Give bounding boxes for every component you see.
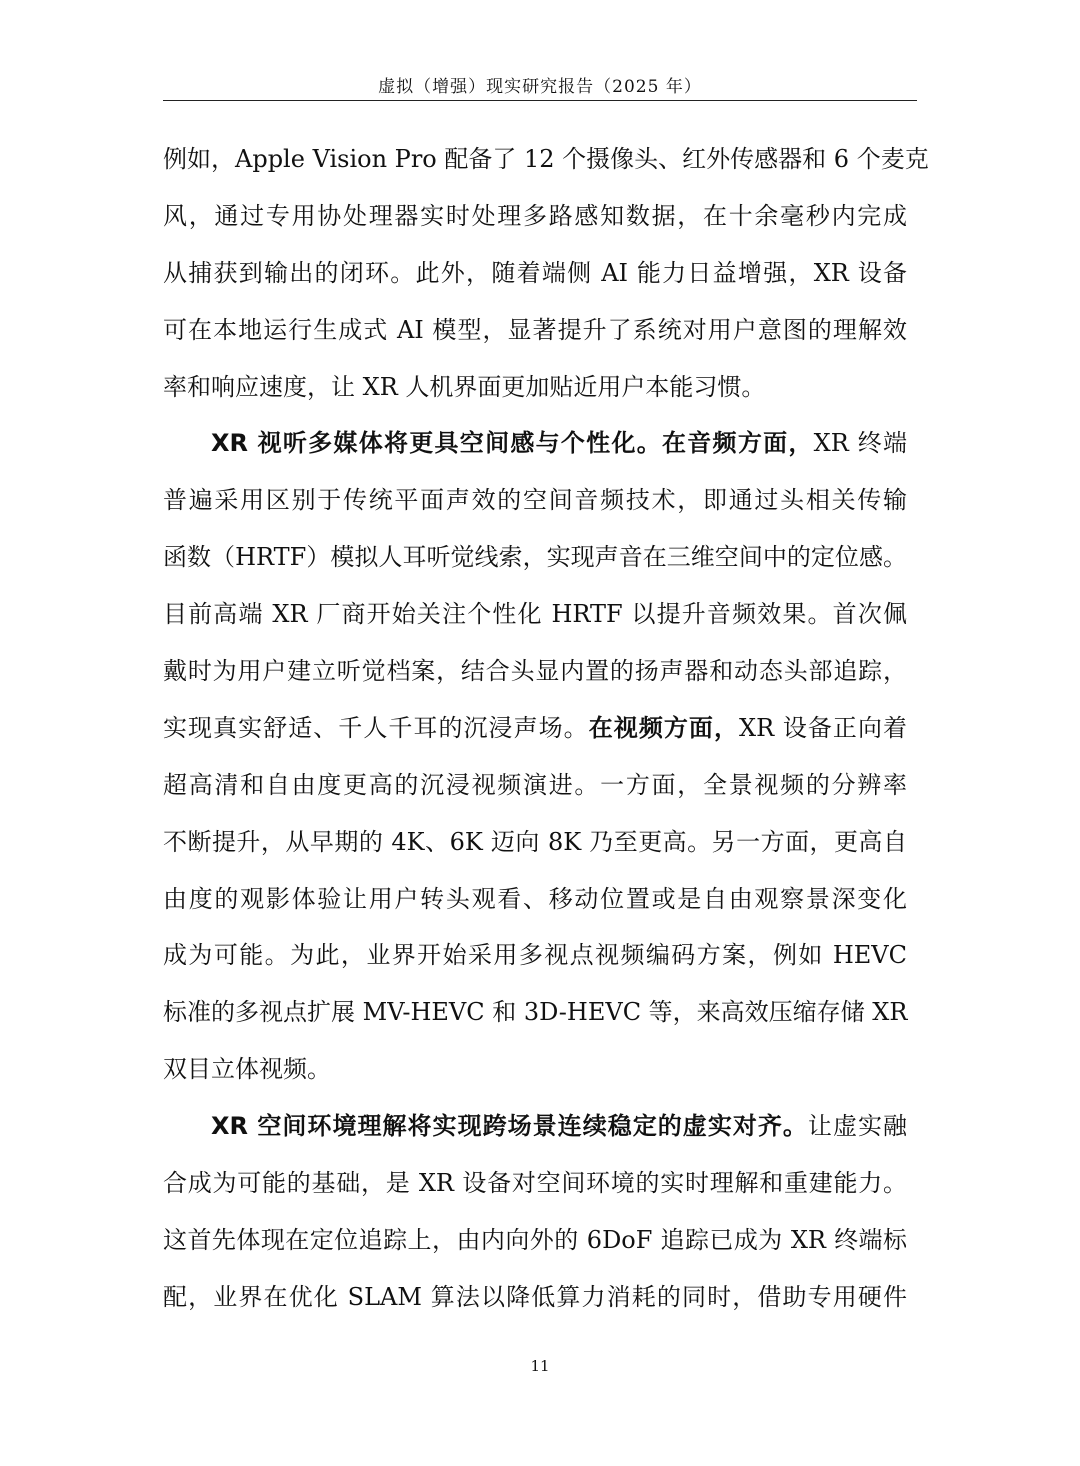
text-line: [163, 757, 907, 814]
text-line: [163, 188, 907, 245]
line-text: 率和响应速度，让 XR 人机界面更加贴近用户本能习惯。: [163, 372, 766, 401]
text-line: [163, 131, 929, 188]
text-line: [163, 1098, 907, 1155]
text-line: [163, 1155, 907, 1212]
text-line: [163, 586, 907, 643]
text-line: [163, 359, 907, 416]
bold-heading-text: 在视频方面，: [588, 713, 739, 742]
text-line: [163, 245, 907, 302]
line-text: 标准的多视点扩展 MV-HEVC 和 3D-HEVC 等，来高效压缩存储 XR: [163, 998, 908, 1027]
line-text: XR 终端: [813, 429, 907, 458]
bold-heading-text: XR 空间环境理解将实现跨场景连续稳定的虚实对齐。: [211, 1112, 808, 1141]
line-text: XR 设备正向着: [739, 713, 907, 742]
body-text: [163, 131, 929, 1326]
line-text: 风，通过专用协处理器实时处理多路感知数据，在十余毫秒内完成: [163, 201, 907, 230]
text-line: [163, 302, 907, 359]
header-divider: [163, 100, 917, 101]
line-text: 不断提升，从早期的 4K、6K 迈向 8K 乃至更高。另一方面，更高自: [163, 827, 907, 856]
line-text: 目前高端 XR 厂商开始关注个性化 HRTF 以提升音频效果。首次佩: [163, 600, 907, 629]
text-line: [163, 814, 907, 871]
line-text: 实现真实舒适、千人千耳的沉浸声场。: [163, 713, 589, 742]
line-text: 超高清和自由度更高的沉浸视频演进。一方面，全景视频的分辨率: [163, 770, 907, 799]
line-text: 配，业界在优化 SLAM 算法以降低算力消耗的同时，借助专用硬件: [163, 1282, 907, 1311]
text-line: [163, 927, 907, 984]
bold-heading-text: XR 视听多媒体将更具空间感与个性化。在音频方面，: [211, 429, 814, 458]
line-text: 可在本地运行生成式 AI 模型，显著提升了系统对用户意图的理解效: [163, 315, 907, 344]
text-line: [163, 700, 907, 757]
text-line: [163, 643, 907, 700]
line-text: 成为可能。为此，业界开始采用多视点视频编码方案，例如 HEVC: [163, 941, 907, 970]
line-text: 从捕获到输出的闭环。此外，随着端侧 AI 能力日益增强，XR 设备: [163, 258, 907, 287]
text-line: [163, 472, 907, 529]
text-line: [163, 1041, 907, 1098]
line-text: 函数（HRTF）模拟人耳听觉线索，实现声音在三维空间中的定位感。: [163, 543, 907, 572]
text-line: [163, 871, 907, 928]
text-line: [163, 1212, 907, 1269]
line-text: 戴时为用户建立听觉档案，结合头显内置的扬声器和动态头部追踪，: [163, 657, 907, 686]
text-line: [163, 529, 907, 586]
page-number: 11: [530, 1357, 550, 1375]
line-text: 例如，Apple Vision Pro 配备了 12 个摄像头、红外传感器和 6 个麦克: [163, 145, 929, 173]
line-text: 合成为可能的基础，是 XR 设备对空间环境的实时理解和重建能力。: [163, 1169, 907, 1198]
line-text: 这首先体现在定位追踪上，由内向外的 6DoF 追踪已成为 XR 终端标: [163, 1225, 907, 1254]
line-text: 让虚实融: [807, 1112, 907, 1141]
text-line: [163, 415, 907, 472]
line-text: 双目立体视频。: [163, 1055, 331, 1084]
line-text: 普遍采用区别于传统平面声效的空间音频技术，即通过头相关传输: [163, 486, 907, 515]
page-header-title: 虚拟（增强）现实研究报告（2025 年）: [378, 77, 702, 97]
line-text: 由度的观影体验让用户转头观看、移动位置或是自由观察景深变化: [163, 884, 907, 913]
text-line: [163, 984, 907, 1041]
text-line: [163, 1269, 907, 1326]
